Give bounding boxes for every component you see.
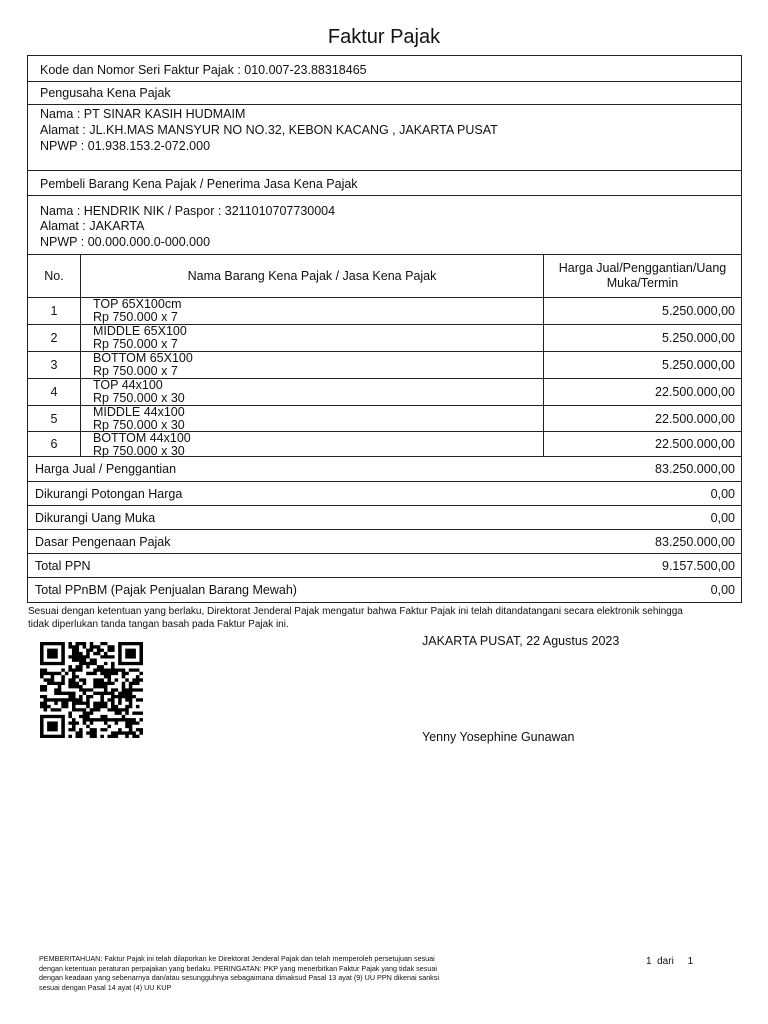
qr-finder-pattern: [47, 721, 58, 731]
row-item: [80, 432, 543, 456]
qr-finder-pattern: [125, 649, 136, 659]
invoice-serial: Kode dan Nomor Seri Faktur Pajak : 010.007-23.88318465: [40, 63, 367, 77]
summary-label: Dikurangi Uang Muka: [35, 510, 156, 525]
row-no: 1: [50, 304, 58, 318]
footer-line: dengan keadaan yang sebenarnya dan/atau sesungguhnya sebagaimana dimaksud Pasal 13 ayat (9) UU PPN dikenai sanksi: [39, 973, 439, 982]
row-item-detail: Rp 750.000 x 7: [93, 337, 178, 351]
row-item-detail: Rp 750.000 x 7: [93, 364, 178, 378]
row-item-detail: Rp 750.000 x 30: [93, 444, 185, 458]
summary-label: Dasar Pengenaan Pajak: [35, 534, 171, 549]
header-price: [543, 255, 741, 297]
summary-label: Dikurangi Potongan Harga: [35, 486, 183, 501]
table-header: [28, 255, 741, 297]
seller-heading: Pengusaha Kena Pajak: [40, 86, 171, 100]
row-price: 22.500.000,00: [543, 432, 741, 456]
header-price-line1: Harga Jual/Penggantian/Uang: [558, 261, 727, 275]
summary-value: 83.250.000,00: [655, 462, 735, 476]
row-item-name: MIDDLE 65X100: [93, 324, 187, 338]
summary-row: [27, 529, 742, 554]
row-item: [80, 379, 543, 405]
items-table: [27, 254, 742, 457]
note-line: Sesuai dengan ketentuan yang berlaku, Direktorat Jenderal Pajak mengatur bahwa Faktur Pajak ini telah ditandatangani secara elektronik sehingga: [28, 606, 683, 617]
header-price-line2: Muka/Termin: [606, 276, 679, 290]
table-row: [28, 379, 741, 405]
header-box: [27, 55, 742, 171]
footer-notice: [39, 954, 479, 992]
summary-value: 9.157.500,00: [662, 558, 735, 573]
row-price: 5.250.000,00: [543, 352, 741, 378]
row-price: 5.250.000,00: [543, 298, 741, 324]
row-price: 22.500.000,00: [543, 379, 741, 405]
row-no: 3: [50, 358, 58, 372]
row-price: 22.500.000,00: [543, 406, 741, 431]
row-no: 5: [50, 411, 58, 426]
place-date: JAKARTA PUSAT, 22 Agustus 2023: [422, 634, 620, 648]
summary-value: 0,00: [710, 486, 735, 501]
buyer-npwp: NPWP : 00.000.000.0-000.000: [40, 235, 211, 249]
row-item-detail: Rp 750.000 x 30: [93, 391, 185, 405]
divider: [28, 195, 741, 196]
header-item-name: Nama Barang Kena Pajak / Jasa Kena Pajak: [80, 255, 543, 297]
summary-row: [27, 553, 742, 578]
qr-finder-pattern: [47, 649, 58, 659]
table-row: [28, 406, 741, 431]
summary-label: Total PPnBM (Pajak Penjualan Barang Mewah): [35, 583, 297, 597]
seller-npwp: NPWP : 01.938.153.2-072.000: [40, 139, 211, 153]
footer-line: sesuai dengan Pasal 14 ayat (4) UU KUP: [39, 982, 172, 992]
row-item-detail: Rp 750.000 x 7: [93, 310, 178, 324]
note-line: tidak diperlukan tanda tangan basah pada Faktur Pajak ini.: [28, 619, 289, 630]
footer-line: PEMBERITAHUAN: Faktur Pajak ini telah dilaporkan ke Direktorat Jenderal Pajak dan telah memperoleh persetujuan sesuai: [39, 954, 435, 963]
row-no: 6: [50, 437, 58, 451]
summary-label: Total PPN: [35, 558, 91, 573]
header-no: No.: [44, 269, 64, 283]
qr-code-icon: [40, 642, 143, 738]
row-item-name: MIDDLE 44x100: [93, 405, 185, 419]
table-row: [28, 352, 741, 378]
row-item: [80, 352, 543, 378]
divider: [28, 81, 741, 82]
row-item: [80, 298, 543, 324]
summary-row: [27, 456, 742, 482]
qr-code-graphic: [40, 642, 143, 738]
summary-section: [27, 456, 742, 604]
summary-row: [27, 577, 742, 603]
row-item-name: TOP 65X100cm: [93, 297, 182, 311]
row-price: 5.250.000,00: [543, 325, 741, 351]
row-no: 4: [50, 385, 58, 399]
row-item-name: TOP 44x100: [93, 378, 163, 392]
summary-label: Harga Jual / Penggantian: [35, 462, 177, 476]
e-signature-note: [28, 605, 748, 631]
row-item: [80, 406, 543, 431]
table-row: [28, 298, 741, 324]
summary-value: 0,00: [710, 583, 735, 597]
row-item-name: BOTTOM 65X100: [93, 351, 193, 365]
table-row: [28, 325, 741, 351]
buyer-heading: Pembeli Barang Kena Pajak / Penerima Jasa Kena Pajak: [40, 177, 358, 191]
table-row: [28, 432, 741, 456]
row-item-detail: Rp 750.000 x 30: [93, 418, 185, 432]
page-number: 1 dari 1: [646, 956, 694, 967]
summary-value: 83.250.000,00: [655, 534, 735, 549]
summary-row: [27, 505, 742, 530]
signer-name: Yenny Yosephine Gunawan: [422, 730, 575, 744]
footer-line: dengan ketentuan peraturan perpajakan yang berlaku. PERINGATAN: PKP yang menerbitkan Faktur Pajak yang tidak sesuai: [39, 963, 437, 973]
row-no: 2: [50, 331, 58, 345]
document-title: Faktur Pajak: [327, 26, 441, 48]
buyer-address: Alamat : JAKARTA: [40, 219, 145, 233]
seller-name: Nama : PT SINAR KASIH HUDMAIM: [40, 107, 246, 121]
summary-value: 0,00: [710, 510, 735, 525]
seller-address: Alamat : JL.KH.MAS MANSYUR NO NO.32, KEBON KACANG , JAKARTA PUSAT: [40, 123, 498, 137]
summary-row: [27, 481, 742, 506]
row-item-name: BOTTOM 44x100: [93, 431, 191, 445]
row-item: [80, 325, 543, 351]
buyer-box: [27, 170, 742, 255]
buyer-name: Nama : HENDRIK NIK / Paspor : 3211010707730004: [40, 204, 336, 218]
divider: [28, 104, 741, 105]
